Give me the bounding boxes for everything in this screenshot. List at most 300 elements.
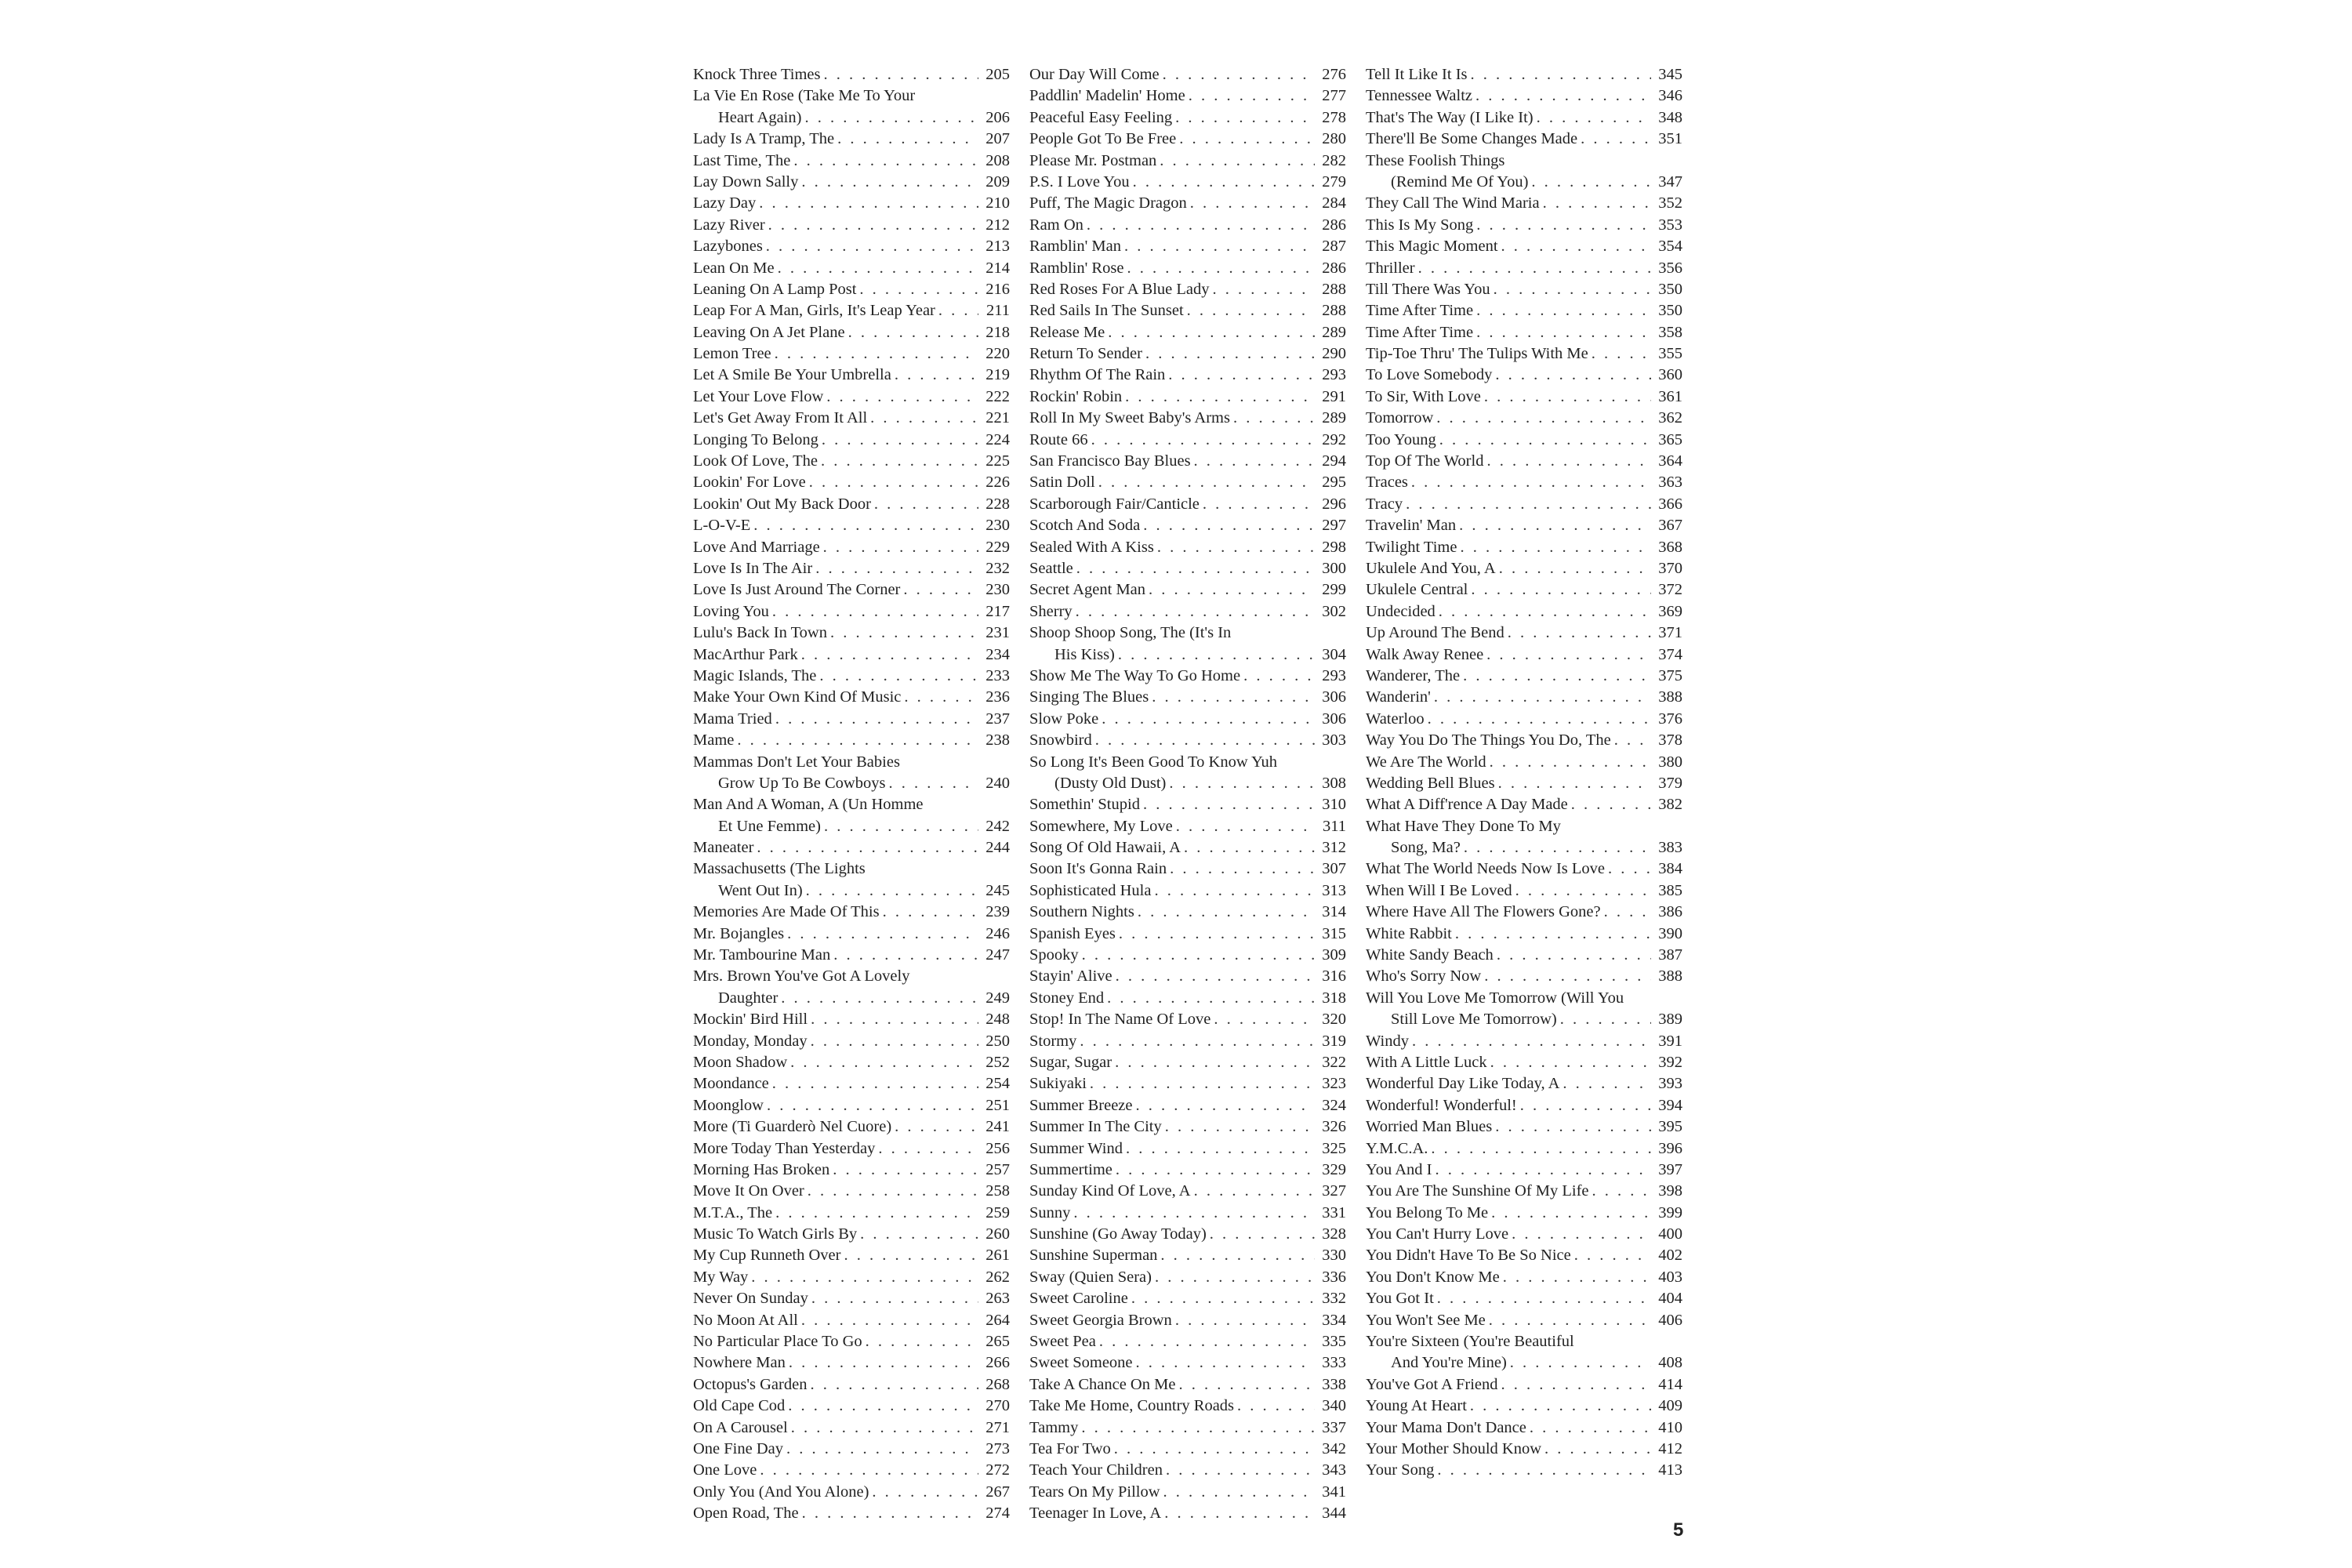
dot-leader bbox=[757, 837, 978, 858]
index-entry bbox=[1366, 794, 1682, 815]
index-entry-first-line: Massachusetts (The Lights bbox=[693, 860, 866, 878]
song-title: Lazy River bbox=[693, 216, 765, 234]
song-page-number: 207 bbox=[985, 130, 1010, 148]
dot-leader bbox=[870, 408, 978, 429]
dot-leader bbox=[1455, 924, 1651, 945]
dot-leader bbox=[1592, 343, 1651, 365]
song-page-number: 362 bbox=[1658, 409, 1682, 427]
song-title: Et Une Femme) bbox=[718, 817, 821, 835]
song-page-number: 365 bbox=[1658, 430, 1682, 448]
dot-leader bbox=[1189, 85, 1315, 107]
song-page-number: 282 bbox=[1322, 151, 1346, 169]
song-page-number: 350 bbox=[1658, 280, 1682, 298]
dot-leader bbox=[1143, 515, 1315, 536]
index-entry bbox=[1366, 1138, 1682, 1160]
song-page-number: 256 bbox=[985, 1139, 1010, 1157]
dot-leader bbox=[1080, 1031, 1315, 1052]
index-entry bbox=[693, 1374, 1010, 1396]
song-page-number: 248 bbox=[985, 1011, 1010, 1029]
song-page-number: 354 bbox=[1658, 238, 1682, 256]
song-page-number: 254 bbox=[985, 1075, 1010, 1093]
song-page-number: 371 bbox=[1658, 624, 1682, 642]
dot-leader bbox=[1175, 107, 1315, 129]
song-page-number: 364 bbox=[1658, 452, 1682, 470]
song-title: Let Your Love Flow bbox=[693, 387, 824, 405]
dot-leader bbox=[789, 1352, 978, 1374]
index-entry bbox=[1029, 64, 1346, 85]
song-page-number: 330 bbox=[1322, 1247, 1346, 1265]
index-entry bbox=[1366, 858, 1682, 880]
song-page-number: 277 bbox=[1322, 87, 1346, 105]
song-title: To Sir, With Love bbox=[1366, 387, 1481, 405]
song-page-number: 397 bbox=[1658, 1160, 1682, 1178]
song-page-number: 236 bbox=[985, 688, 1010, 706]
song-title: You And I bbox=[1366, 1160, 1432, 1178]
song-title: Lean On Me bbox=[693, 259, 775, 277]
song-title: When Will I Be Loved bbox=[1366, 881, 1512, 899]
dot-leader bbox=[1179, 129, 1315, 150]
dot-leader bbox=[1091, 430, 1315, 451]
song-page-number: 319 bbox=[1322, 1032, 1346, 1050]
song-page-number: 412 bbox=[1658, 1440, 1682, 1457]
song-page-number: 348 bbox=[1658, 108, 1682, 126]
index-entry bbox=[1029, 472, 1346, 493]
dot-leader bbox=[874, 494, 978, 515]
dot-leader bbox=[1491, 1203, 1651, 1224]
song-title: Music To Watch Girls By bbox=[693, 1225, 858, 1243]
song-page-number: 388 bbox=[1658, 967, 1682, 985]
index-entry bbox=[1029, 1352, 1346, 1374]
index-entry bbox=[1029, 1095, 1346, 1116]
song-title: Our Day Will Come bbox=[1029, 66, 1160, 83]
dot-leader bbox=[1436, 1160, 1651, 1181]
index-entry bbox=[693, 1396, 1010, 1417]
song-page-number: 338 bbox=[1322, 1375, 1346, 1393]
song-title: Knock Three Times bbox=[693, 66, 821, 83]
dot-leader bbox=[1411, 472, 1651, 493]
index-entry bbox=[1366, 601, 1682, 622]
song-title: Sweet Someone bbox=[1029, 1354, 1133, 1372]
dot-leader bbox=[823, 64, 978, 85]
song-title: Ukulele Central bbox=[1366, 581, 1468, 599]
song-page-number: 374 bbox=[1658, 645, 1682, 663]
song-page-number: 398 bbox=[1658, 1182, 1682, 1200]
dot-leader bbox=[1168, 365, 1315, 386]
index-entry bbox=[1029, 924, 1346, 945]
song-title: Lazy Day bbox=[693, 194, 757, 212]
index-entry bbox=[1366, 1310, 1682, 1331]
song-title: More Today Than Yesterday bbox=[693, 1139, 876, 1157]
dot-leader bbox=[1439, 430, 1651, 451]
index-entry bbox=[693, 1482, 1010, 1503]
index-entry bbox=[1029, 408, 1346, 429]
index-entry bbox=[1029, 322, 1346, 343]
song-page-number: 206 bbox=[985, 108, 1010, 126]
index-entry bbox=[1366, 773, 1682, 794]
index-entry bbox=[1366, 387, 1682, 408]
song-page-number: 293 bbox=[1322, 666, 1346, 684]
index-entry bbox=[693, 151, 1010, 172]
dot-leader bbox=[1163, 1482, 1315, 1503]
index-entry bbox=[1029, 1417, 1346, 1439]
dot-leader bbox=[1471, 579, 1651, 601]
song-title: Went Out In) bbox=[718, 881, 803, 899]
dot-leader bbox=[1470, 1396, 1651, 1417]
dot-leader bbox=[1503, 1267, 1651, 1288]
song-title: To Love Somebody bbox=[1366, 366, 1493, 384]
index-entry bbox=[693, 129, 1010, 150]
index-entry bbox=[1366, 622, 1682, 644]
dot-leader bbox=[787, 924, 978, 945]
index-entry bbox=[1366, 537, 1682, 558]
dot-leader bbox=[1520, 1095, 1651, 1116]
song-title: Teach Your Children bbox=[1029, 1461, 1163, 1479]
dot-leader bbox=[760, 1460, 978, 1481]
song-title: Tammy bbox=[1029, 1418, 1079, 1436]
index-entry bbox=[1366, 343, 1682, 365]
dot-leader bbox=[1114, 1439, 1315, 1460]
song-title: Lemon Tree bbox=[693, 345, 771, 363]
index-entry bbox=[1366, 85, 1682, 107]
dot-leader bbox=[1203, 494, 1315, 515]
song-page-number: 367 bbox=[1658, 517, 1682, 535]
index-entry bbox=[693, 365, 1010, 386]
song-title: Secret Agent Man bbox=[1029, 581, 1146, 599]
song-page-number: 314 bbox=[1322, 903, 1346, 921]
song-title: Thriller bbox=[1366, 259, 1415, 277]
dot-leader bbox=[1608, 858, 1651, 880]
dot-leader bbox=[821, 451, 978, 472]
index-entry bbox=[1366, 644, 1682, 666]
index-entry bbox=[693, 279, 1010, 300]
song-page-number: 257 bbox=[985, 1160, 1010, 1178]
song-title: Moonglow bbox=[693, 1096, 764, 1114]
dot-leader bbox=[1243, 666, 1315, 687]
dot-leader bbox=[1531, 172, 1651, 193]
dot-leader bbox=[1155, 1267, 1315, 1288]
dot-leader bbox=[1184, 837, 1315, 858]
song-title: Loving You bbox=[693, 602, 769, 620]
index-entry bbox=[693, 644, 1010, 666]
song-title: Tea For Two bbox=[1029, 1440, 1111, 1457]
dot-leader bbox=[1489, 1310, 1651, 1331]
dot-leader bbox=[806, 880, 978, 902]
dot-leader bbox=[790, 1052, 978, 1073]
index-entry bbox=[1366, 365, 1682, 386]
dot-leader bbox=[1459, 515, 1651, 536]
song-title: White Sandy Beach bbox=[1366, 946, 1494, 964]
song-page-number: 385 bbox=[1658, 881, 1682, 899]
song-title: No Moon At All bbox=[693, 1311, 798, 1329]
index-entry bbox=[1366, 966, 1682, 987]
song-page-number: 240 bbox=[985, 774, 1010, 792]
song-title: Release Me bbox=[1029, 323, 1105, 341]
index-entry bbox=[1366, 129, 1682, 150]
song-title: Travelin' Man bbox=[1366, 517, 1457, 535]
song-title: Roll In My Sweet Baby's Arms bbox=[1029, 409, 1230, 427]
index-entry bbox=[1029, 945, 1346, 966]
song-title: Still Love Me Tomorrow) bbox=[1391, 1011, 1557, 1029]
song-page-number: 340 bbox=[1322, 1397, 1346, 1415]
dot-leader bbox=[1497, 945, 1651, 966]
song-page-number: 399 bbox=[1658, 1203, 1682, 1221]
index-entry bbox=[1029, 794, 1346, 815]
song-title: What A Diff'rence A Day Made bbox=[1366, 796, 1568, 814]
index-entry bbox=[1029, 558, 1346, 579]
index-entry bbox=[693, 1352, 1010, 1374]
index-entry bbox=[1029, 730, 1346, 751]
dot-leader bbox=[860, 1224, 978, 1245]
index-entry-first-line: So Long It's Been Good To Know Yuh bbox=[1029, 753, 1278, 771]
index-entry bbox=[693, 494, 1010, 515]
song-title: Sweet Caroline bbox=[1029, 1290, 1128, 1308]
song-title: Last Time, The bbox=[693, 151, 791, 169]
index-entry bbox=[1029, 709, 1346, 730]
index-entry bbox=[693, 193, 1010, 214]
song-page-number: 225 bbox=[985, 452, 1010, 470]
song-page-number: 232 bbox=[985, 559, 1010, 577]
index-entry bbox=[693, 343, 1010, 365]
index-entry bbox=[1366, 1396, 1682, 1417]
index-entry bbox=[1029, 1503, 1346, 1524]
song-page-number: 366 bbox=[1658, 495, 1682, 513]
song-page-number: 406 bbox=[1658, 1311, 1682, 1329]
index-entry bbox=[1029, 773, 1346, 794]
index-entry bbox=[693, 322, 1010, 343]
song-title: Summer In The City bbox=[1029, 1118, 1162, 1136]
song-title: That's The Way (I Like It) bbox=[1366, 108, 1534, 126]
song-title: Sukiyaki bbox=[1029, 1075, 1087, 1093]
song-page-number: 342 bbox=[1322, 1440, 1346, 1457]
dot-leader bbox=[1233, 408, 1315, 429]
song-page-number: 289 bbox=[1322, 323, 1346, 341]
song-title: Open Road, The bbox=[693, 1504, 799, 1523]
dot-leader bbox=[859, 279, 978, 300]
song-page-number: 341 bbox=[1322, 1483, 1346, 1501]
index-entry bbox=[1366, 64, 1682, 85]
dot-leader bbox=[1476, 215, 1651, 236]
song-title: Sway (Quien Sera) bbox=[1029, 1268, 1152, 1286]
song-page-number: 274 bbox=[985, 1504, 1010, 1523]
index-entry bbox=[1029, 1203, 1346, 1224]
song-page-number: 290 bbox=[1322, 345, 1346, 363]
index-entry bbox=[693, 64, 1010, 85]
index-entry-first-line: Mammas Don't Let Your Babies bbox=[693, 753, 900, 771]
index-entry bbox=[1029, 1181, 1346, 1202]
dot-leader bbox=[1490, 752, 1651, 773]
song-page-number: 326 bbox=[1322, 1118, 1346, 1136]
song-page-number: 388 bbox=[1658, 688, 1682, 706]
song-title: Maneater bbox=[693, 839, 754, 857]
song-title: My Cup Runneth Over bbox=[693, 1247, 841, 1265]
dot-leader bbox=[804, 107, 978, 129]
song-title: Leaving On A Jet Plane bbox=[693, 323, 845, 341]
song-title: Mr. Tambourine Man bbox=[693, 946, 831, 964]
dot-leader bbox=[759, 193, 978, 214]
dot-leader bbox=[1428, 709, 1651, 730]
dot-leader bbox=[1530, 1417, 1651, 1439]
dot-leader bbox=[1486, 644, 1651, 666]
index-entry bbox=[1366, 730, 1682, 751]
song-title: Where Have All The Flowers Gone? bbox=[1366, 903, 1601, 921]
dot-leader bbox=[1154, 880, 1315, 902]
song-page-number: 221 bbox=[985, 409, 1010, 427]
dot-leader bbox=[1076, 601, 1315, 622]
song-title: Lady Is A Tramp, The bbox=[693, 130, 835, 148]
index-entry bbox=[1029, 537, 1346, 558]
index-entry bbox=[693, 107, 1010, 129]
song-title: Daughter bbox=[718, 989, 779, 1007]
index-entry bbox=[693, 945, 1010, 966]
dot-leader bbox=[1076, 558, 1315, 579]
index-entry-first-line: These Foolish Things bbox=[1366, 151, 1505, 169]
song-title: Stop! In The Name Of Love bbox=[1029, 1011, 1211, 1029]
song-title: Mockin' Bird Hill bbox=[693, 1011, 808, 1029]
song-title: Waterloo bbox=[1366, 710, 1425, 728]
song-title: Sunshine (Go Away Today) bbox=[1029, 1225, 1207, 1243]
song-title: Song, Ma? bbox=[1391, 839, 1461, 857]
song-page-number: 251 bbox=[985, 1096, 1010, 1114]
song-page-number: 337 bbox=[1322, 1418, 1346, 1436]
song-title: Morning Has Broken bbox=[693, 1160, 830, 1178]
song-title: Worried Man Blues bbox=[1366, 1118, 1493, 1136]
dot-leader bbox=[1081, 1417, 1315, 1439]
dot-leader bbox=[1175, 1310, 1315, 1331]
dot-leader bbox=[1437, 1460, 1651, 1481]
dot-leader bbox=[1118, 644, 1315, 666]
song-page-number: 300 bbox=[1322, 559, 1346, 577]
dot-leader bbox=[815, 558, 978, 579]
dot-leader bbox=[903, 579, 978, 601]
song-page-number: 297 bbox=[1322, 517, 1346, 535]
song-page-number: 239 bbox=[985, 903, 1010, 921]
song-title: His Kiss) bbox=[1054, 645, 1115, 663]
song-page-number: 244 bbox=[985, 839, 1010, 857]
index-entry bbox=[1029, 515, 1346, 536]
index-entry bbox=[693, 537, 1010, 558]
index-entry bbox=[1029, 858, 1346, 880]
index-entry bbox=[1029, 85, 1346, 107]
index-entry bbox=[693, 1203, 1010, 1224]
index-entry bbox=[1366, 752, 1682, 773]
song-title: Heart Again) bbox=[718, 108, 802, 126]
index-entry bbox=[1029, 494, 1346, 515]
song-page-number: 208 bbox=[985, 151, 1010, 169]
index-entry bbox=[693, 773, 1010, 794]
dot-leader bbox=[1431, 1138, 1651, 1160]
song-page-number: 316 bbox=[1322, 967, 1346, 985]
song-title: Ukulele And You, A bbox=[1366, 559, 1496, 577]
index-entry-first-line: La Vie En Rose (Take Me To Your bbox=[693, 87, 916, 105]
dot-leader bbox=[1512, 1224, 1651, 1245]
song-title: L-O-V-E bbox=[693, 517, 751, 535]
dot-leader bbox=[1149, 579, 1315, 601]
index-entry bbox=[693, 1095, 1010, 1116]
song-page-number: 378 bbox=[1658, 731, 1682, 750]
dot-leader bbox=[810, 1374, 978, 1396]
dot-leader bbox=[1471, 64, 1652, 85]
index-entry bbox=[693, 300, 1010, 321]
song-page-number: 291 bbox=[1322, 387, 1346, 405]
index-entry bbox=[1366, 1460, 1682, 1481]
index-entry bbox=[1029, 837, 1346, 858]
song-title: Till There Was You bbox=[1366, 280, 1490, 298]
dot-leader bbox=[737, 730, 978, 751]
index-entry bbox=[1366, 945, 1682, 966]
index-entry bbox=[1029, 1160, 1346, 1181]
index-entry bbox=[1366, 1288, 1682, 1309]
dot-leader bbox=[1499, 558, 1651, 579]
dot-leader bbox=[824, 816, 978, 837]
song-page-number: 390 bbox=[1658, 924, 1682, 942]
index-entry bbox=[1029, 902, 1346, 923]
index-entry bbox=[1029, 966, 1346, 987]
index-entry bbox=[693, 1224, 1010, 1245]
song-page-number: 323 bbox=[1322, 1075, 1346, 1093]
song-page-number: 413 bbox=[1658, 1461, 1682, 1479]
dot-leader bbox=[767, 1095, 978, 1116]
index-entry bbox=[1366, 193, 1682, 214]
song-page-number: 375 bbox=[1658, 666, 1682, 684]
dot-leader bbox=[837, 129, 978, 150]
index-entry bbox=[1366, 579, 1682, 601]
song-page-number: 313 bbox=[1322, 881, 1346, 899]
song-page-number: 209 bbox=[985, 172, 1010, 191]
index-entry bbox=[1366, 322, 1682, 343]
index-entry bbox=[693, 579, 1010, 601]
index-entry bbox=[1366, 709, 1682, 730]
index-entry bbox=[693, 1310, 1010, 1331]
song-page-number: 265 bbox=[985, 1333, 1010, 1351]
song-title: Memories Are Made Of This bbox=[693, 903, 880, 921]
index-entry bbox=[1366, 880, 1682, 902]
dot-leader bbox=[1136, 1352, 1315, 1374]
song-title: Love Is Just Around The Corner bbox=[693, 581, 901, 599]
song-title: Never On Sunday bbox=[693, 1290, 808, 1308]
index-entry bbox=[1029, 1116, 1346, 1138]
song-title: Red Sails In The Sunset bbox=[1029, 302, 1184, 320]
dot-leader bbox=[1087, 215, 1315, 236]
song-page-number: 273 bbox=[985, 1440, 1010, 1457]
song-title: There'll Be Some Changes Made bbox=[1366, 130, 1578, 148]
song-page-number: 315 bbox=[1322, 924, 1346, 942]
song-page-number: 302 bbox=[1322, 602, 1346, 620]
song-title: Let A Smile Be Your Umbrella bbox=[693, 366, 891, 384]
dot-leader bbox=[1099, 1331, 1315, 1352]
index-entry bbox=[1366, 1009, 1682, 1030]
song-page-number: 386 bbox=[1658, 903, 1682, 921]
index-entry bbox=[693, 1052, 1010, 1073]
dot-leader bbox=[1418, 258, 1651, 279]
song-title: My Way bbox=[693, 1268, 749, 1286]
dot-leader bbox=[938, 300, 978, 321]
song-title: Who's Sorry Now bbox=[1366, 967, 1482, 985]
song-page-number: 295 bbox=[1322, 474, 1346, 492]
dot-leader bbox=[1498, 773, 1651, 794]
song-title: Rockin' Robin bbox=[1029, 387, 1123, 405]
index-entry bbox=[1029, 451, 1346, 472]
index-entry bbox=[693, 1331, 1010, 1352]
song-page-number: 293 bbox=[1322, 366, 1346, 384]
dot-leader bbox=[1436, 408, 1651, 429]
index-entry bbox=[1366, 666, 1682, 687]
song-title: Sherry bbox=[1029, 602, 1073, 620]
dot-leader bbox=[1164, 1503, 1315, 1524]
song-page-number: 286 bbox=[1322, 259, 1346, 277]
song-title: San Francisco Bay Blues bbox=[1029, 452, 1191, 470]
song-title: Traces bbox=[1366, 474, 1408, 492]
dot-leader bbox=[811, 1009, 978, 1030]
